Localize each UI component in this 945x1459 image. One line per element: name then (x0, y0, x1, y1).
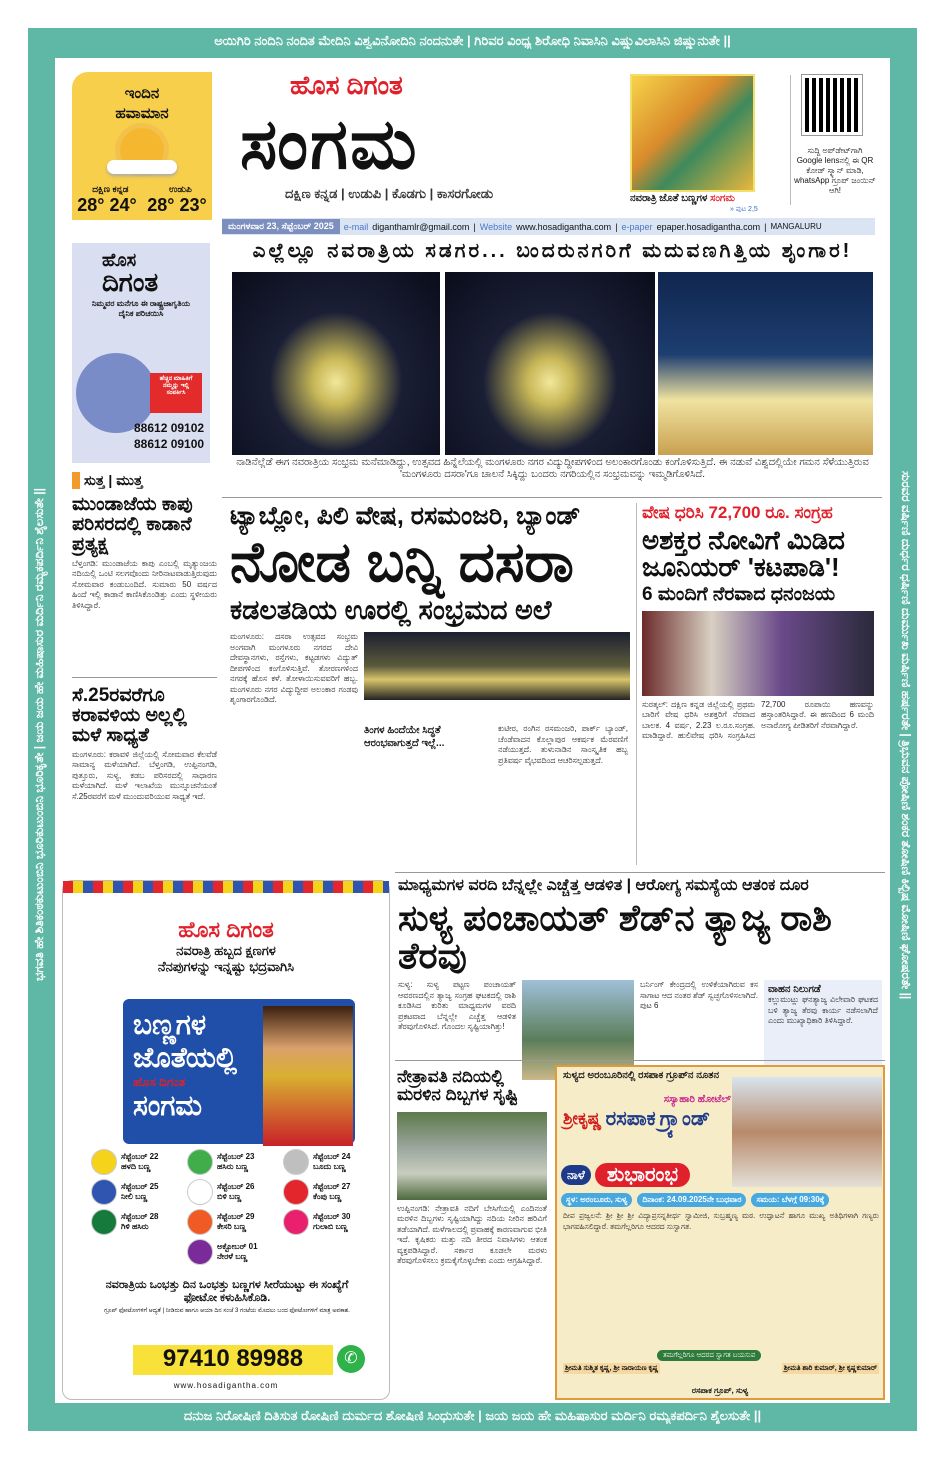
temp-dk: 28° 24° (77, 195, 137, 215)
website-url[interactable]: www.hosadigantha.com (173, 1381, 279, 1390)
sangama-box: ಬಣ್ಣಗಳ ಜೊತೆಯಲ್ಲಿ ಹೊಸ ದಿಗಂತ ಸಂಗಮ (123, 999, 355, 1144)
section-label: ಸುತ್ತ | ಮುತ್ತ (72, 472, 217, 489)
color-swatch (187, 1209, 213, 1235)
date: ದಿನಾಂಕ: 24.09.2025ನೇ ಬುಧವಾರ (637, 1193, 746, 1207)
date-bar: ಮಂಗಳವಾರ 23, ಸೆಪ್ಟೆಂಬರ್ 2025 e-mail diganthamlr@gmail.com | Website www.hosadigantha.com | e-paper epaper.hosadigantha.com | MANGALURU (222, 218, 875, 235)
color-day-item: ಸೆಪ್ಟೆಂಬರ್ 22 ಹಳದಿ ಬಣ್ಣ (91, 1149, 187, 1175)
photo-dasara-lights-1 (232, 272, 440, 455)
story-body: ಬೆಳ್ತಂಗಡಿ: ಮುಂಡಾಜೆಯ ಕಾಪು ಎಂಬಲ್ಲಿ ಮೃತ್ಯುಂಜಯ ನದಿಯಲ್ಲಿ ಒಂಟಿ ಸಲಗವೊಂದು ನೀರಿನಾಟವಾಡುತ್ತಿರುವುದು ಸೋಮವಾರ ಕಂಡುಬಂದಿದೆ. ಸುಮಾರು 50 ವರ್ಷದ ಹಿಂದೆ ಇಲ್ಲಿ ಕಾಡಾನೆ ಕಾಣಿಸಿಕೊಂಡಿತ್ತು ಎಂದು ಸ್ಥಳೀಯರು ತಿಳಿಸಿದ್ದಾರೆ. (72, 558, 217, 610)
supplement-page-ref: » ಪುಟ 2,5 (730, 206, 758, 213)
photo-dasara-lights-2 (445, 272, 655, 455)
cta: ನವರಾತ್ರಿಯ ಒಂಭತ್ತು ದಿನ ಒಂಭತ್ತು ಬಣ್ಣಗಳ ಸೀರೆಯುಟ್ಟು ಈ ಸಂಖ್ಯೆಗೆ ಫೋಟೋ ಕಳುಹಿಸಿಕೊಡಿ. (105, 1279, 349, 1304)
divider (790, 75, 791, 205)
bottom-verse-strip: ದನುಜ ನಿರೋಷಿಣಿ ದಿತಿಸುತ ರೋಷಿಣಿ ದುರ್ಮದ ಶೋಷಿಣಿ ಸಿಂಧುಸುತೇ | ಜಯ ಜಯ ಹೇ ಮಹಿಷಾಸುರ ಮರ್ದಿನಿ ರಮ್ಯಕಪರ್ದಿನಿ ಶೈಲಸುತೇ || (183, 1408, 762, 1423)
qr-text: ಸುದ್ದಿ ಅಪ್‌ಡೇಟ್‌ಗಾಗಿ Google lensನಲ್ಲಿ ಈ QR ಕೋಡ್ ಸ್ಕ್ಯಾನ್ ಮಾಡಿ, whatsApp ಗ್ರೂಪ್ ಜಂಯಿನ್ ಆಗಿ! (794, 146, 876, 195)
cta-block: ನವರಾತ್ರಿಯ ಒಂಭತ್ತು ದಿನ ಒಂಭತ್ತು ಬಣ್ಣಗಳ ಸೀರೆಯುಟ್ಟು ಈ ಸಂಖ್ಯೆಗೆ ಫೋಟೋ ಕಳುಹಿಸಿಕೊಡಿ. ಗ್ರೂಪ್ ಫೋಟೋಗಳಿಗೆ ಆದ್ಯತೆ | ನೀಡಿರುವ ಹಾಗೂ ಆಯಾ ದಿನ ಸಂಜೆ 3 ಗಂಟೆಯ ಮೊದಲು ಬಂದ ಫೋಟೋಗಳಿಗೆ ಮಾತ್ರ ಅವಕಾಶ. (98, 1279, 356, 1315)
region-name: ದಕ್ಷಿಣ ಕನ್ನಡ (92, 184, 129, 194)
color-swatch (187, 1239, 213, 1265)
opening-row: ನಾಳೆ ಶುಭಾರಂಭ (561, 1163, 690, 1187)
group-photo (642, 611, 874, 696)
photo-dasara-lights-3 (658, 272, 873, 455)
story-body: ಮಂಗಳೂರು: ದಸರಾ ಉತ್ಸವದ ಸಂಭ್ರಮ ಅಂಗವಾಗಿ ಮಂಗಳೂರು ನಗರದ ದೇವಿ ದೇವಸ್ಥಾನಗಳು, ರಸ್ತೆಗಳು, ಕಟ್ಟಡಗಳು ವಿದ್ಯುತ್ ದೀಪಗಳಿಂದ ಕಂಗೊಳಿಸುತ್ತಿವೆ. ತೋರಣಗಳಿಂದ ನಗರಕ್ಕೆ ಹೊಸ ಕಳೆ. ತೋಳಾಯಿಸುವವರಿಗೆ ಹಬ್ಬ. ಮಂಗಳೂರು ನಗರ ವಿದ್ಯುದ್ದೀಪ ಅಲಂಕಾರ ಗಂಡವು ಶೃಂಗಾರಗೊಂಡಿದೆ. (230, 632, 358, 705)
temp-udupi: 28° 23° (147, 195, 207, 215)
story-headline[interactable]: ನೇತ್ರಾವತಿ ನದಿಯಲ್ಲಿ ಮರಳಿನ ದಿಬ್ಬಗಳ ಸೃಷ್ಟಿ (397, 1067, 519, 1104)
story-headline[interactable]: ನೋಡ ಬನ್ನಿ ದಸರಾ (230, 530, 574, 594)
color-day-item: ಸೆಪ್ಟೆಂಬರ್ 28 ಗಿಳಿ ಹಸಿರು (91, 1209, 187, 1235)
navaratri-colors-ad[interactable]: ಹೊಸ ದಿಗಂತ ನವರಾತ್ರಿ ಹಬ್ಬದ ಕ್ಷಣಗಳ ನೆನಪುಗಳನ್ನು ಇನ್ನಷ್ಟು ಭದ್ರವಾಗಿಸಿ ಬಣ್ಣಗಳ ಜೊತೆಯಲ್ಲಿ ಹೊಸ ದಿಗಂತ ಸಂಗಮ ಸೆಪ್ಟೆಂಬರ್ 22 ಹಳದಿ ಬಣ್ಣ ಸೆಪ್ಟೆಂಬರ್ 23 ಹಸಿರು ಬಣ್ಣ ಸೆಪ್ಟೆಂಬರ್ 24 ಬೂದು ಬಣ್ಣ ಸೆಪ್ಟೆಂಬರ್ 25 ನೀಲಿ ಬಣ್ಣ ಸೆಪ್ಟೆಂಬರ್ 26 ಬಿಳಿ ಬಣ್ಣ ಸೆಪ್ಟೆಂಬರ್ 27 ಕೆಂಪು ಬಣ್ಣ ಸೆಪ್ಟೆಂಬರ್ 28 ಗಿಳಿ ಹಸಿರು ಸೆಪ್ಟೆಂಬರ್ 29 ಕೇಸರಿ ಬಣ್ಣ ಸೆಪ್ಟೆಂಬರ್ 30 ಗುಲಾಬಿ ಬಣ್ಣ ಅಕ್ಟೋಬರ್ 01 ನೇರಳೆ ಬಣ್ಣ ನವರಾತ್ರಿಯ ಒಂಭತ್ತು ದಿನ ಒಂಭತ್ತು ಬಣ್ಣಗಳ ಸೀರೆಯುಟ್ಟು ಈ ಸಂಖ್ಯೆಗೆ ಫೋಟೋ ಕಳುಹಿಸಿಕೊಡಿ. ಗ್ರೂಪ್ ಫೋಟೋಗಳಿಗೆ ಆದ್ಯತೆ | ನೀಡಿರುವ ಹಾಗೂ ಆಯಾ ದಿನ ಸಂಜೆ 3 ಗಂಟೆಯ ಮೊದಲು ಬಂದ ಫೋಟೋಗಳಿಗೆ ಮಾತ್ರ ಅವಕಾಶ. 97410 89988 ✆ www.hosadigantha.com (62, 880, 390, 1400)
color-day-item: ಸೆಪ್ಟೆಂಬರ್ 25 ನೀಲಿ ಬಣ್ಣ (91, 1179, 187, 1205)
pull-quote: ತಿಂಗಳ ಹಿಂದೆಯೇ ಸಿದ್ಧತೆ ಆರಂಭವಾಗುತ್ತದೆ ಇಲ್ಲೆ... (364, 725, 445, 750)
venue: ಸ್ಥಳ: ಅರಂಬೂರು, ಸುಳ್ಯ (561, 1193, 632, 1207)
color-day-item: ಸೆಪ್ಟೆಂಬರ್ 27 ಕೆಂಪು ಬಣ್ಣ (283, 1179, 379, 1205)
qr-code[interactable] (802, 75, 862, 135)
website-link[interactable]: www.hosadigantha.com (516, 221, 612, 232)
story-kicker: ಮಾಧ್ಯಮಗಳ ವರದಿ ಬೆನ್ನಲ್ಲೇ ಎಚ್ಚೆತ್ತ ಆಡಳಿತ | ಆರೋಗ್ಯ ಸಮಸ್ಯೆಯ ಆತಂಕ ದೂರ (398, 877, 809, 894)
edition-city: MANGALURU (770, 222, 822, 231)
color-swatch (283, 1149, 309, 1175)
color-swatch (283, 1179, 309, 1205)
photo-caption: ನಾಡಿನೆಲ್ಲೆಡೆ ಈಗ ನವರಾತ್ರಿಯ ಸಂಭ್ರಮ ಮನೆಮಾಡಿದ್ದು, ಉತ್ಸವದ ಹಿನ್ನೆಲೆಯಲ್ಲಿ ಮಂಗಳೂರು ನಗರ ವಿದ್ಯುದ್ದೀಪಗಳಿಂದ ಅಲಂಕಾರಗೊಂಡು ಕಂಗೊಳಿಸುತ್ತಿದೆ. ಈ ನಡುವೆ ವಿಶ್ವದಲ್ಲಿಯೇ ಗಮನ ಸೆಳೆಯುತ್ತಿರುವ 'ಮಂಗಳೂರು ದಸರಾ'ಗೂ ಚಾಲನೆ ಸಿಕ್ಕಿದ್ದು ಬಂದರು ನಗರಿಯಲ್ಲಿನ ಸಂಭ್ರಮವನ್ನು ಇಮ್ಮಡಿಗೊಳಿಸಿದೆ. (236, 457, 869, 480)
story-body: ಮಂಗಳೂರು: ಕರಾವಳಿ ಜಿಲ್ಲೆಯಲ್ಲಿ ಸೋಮವಾರ ಕೆಲವೆಡೆ ಸಾಮಾನ್ಯ ಮಳೆಯಾಗಿದೆ. ಬೆಳ್ತಂಗಡಿ, ಉಪ್ಪಿನಂಗಡಿ, ಪುತ್ತೂರು, ಸುಳ್ಯ, ಕಡಬ ಪರಿಸರದಲ್ಲಿ ಸಾಧಾರಣ ಮಳೆಯಾಗಿದೆ. ಮಳೆ ಇಲಾಖೆಯ ಮುನ್ಸೂಚನೆಯಂತೆ ಸೆ.25ರವರೆಗೆ ಮಳೆ ಮುಂದುವರಿಯುವ ಸಾಧ್ಯತೆ ಇದೆ. (72, 749, 217, 801)
time: ಸಮಯ: ಬೆಳಗ್ಗೆ 09:30ಕ್ಕೆ (751, 1193, 829, 1207)
supplement-caption-block (630, 193, 790, 214)
color-swatch (187, 1179, 213, 1205)
color-swatch (91, 1209, 117, 1235)
supplement-caption: ನವರಾತ್ರಿ ಜೊತೆ ಬಣ್ಣಗಳ ಸಂಗಮ (630, 193, 735, 204)
whatsapp-number[interactable]: 97410 89988 (133, 1345, 333, 1375)
email[interactable]: diganthamlr@gmail.com (372, 221, 470, 232)
bunting-decoration (63, 881, 389, 921)
katapadi-story (642, 503, 874, 845)
story-subhead: 6 ಮಂದಿಗೆ ನೆರವಾದ ಧನಂಜಯ (642, 583, 836, 605)
story-body: ಬರ್ನಿಂಗ್ ಕೇಂದ್ರದಲ್ಲಿ ಉಳಿಕೆಯಾಗಿರುವ ಕಸ ಸಾಗಾಟ ಆದ ನಂತರ ಶೆಡ್ ಸ್ವಚ್ಛಗೊಳಿಸಲಾಗಿದೆ. ಪುಟ 6 (640, 980, 758, 1011)
color-swatch (91, 1179, 117, 1205)
story-kicker: ವೇಷ ಧರಿಸಿ 72,700 ರೂ. ಸಂಗ್ರಹ (642, 503, 833, 522)
weather-title: ಇಂದಿನ ಹವಾಮಾನ (115, 85, 169, 122)
hotel-details: ಸ್ಥಳ: ಅರಂಬೂರು, ಸುಳ್ಯ ದಿನಾಂಕ: 24.09.2025ನೇ ಬುಧವಾರ ಸಮಯ: ಬೆಳಗ್ಗೆ 09:30ಕ್ಕೆ ದೀಪ ಪ್ರಜ್ವಲನೆ: ಶ್ರೀ ಶ್ರೀ ಶ್ರೀ ವಿದ್ಯಾಪ್ರಸನ್ನತೀರ್ಥ ಸ್ವಾಮೀಜಿ, ಸುಬ್ರಹ್ಮಣ್ಯ ಮಠ. ಉದ್ಘಾಟನೆ ಹಾಗೂ ಮುಖ್ಯ ಅತಿಥಿಗಳಾಗಿ ಗಣ್ಯರು ಭಾಗವಹಿಸಲಿದ್ದಾರೆ. ತಮಗೆಲ್ಲರಿಗೂ ಆದರದ ಸುಸ್ವಾಗತ. (563, 1195, 879, 1231)
story-body: ಸುರತ್ಕಲ್: ದಕ್ಷಿಣ ಕನ್ನಡ ಜಿಲ್ಲೆಯಲ್ಲಿ ಪ್ರಥಮ ಬಾರಿಗೆ ವೇಷ ಧರಿಸಿ ಅಶಕ್ತರಿಗೆ ನೆರವಾದ ಬಾಲಕ. 4 ವರ್ಷ, 2.23 ಲ.ರೂ.ಸಂಗ್ರಹ. ಮಾಡಿದ್ದಾರೆ. ಹುಲಿವೇಷ ಧರಿಸಿ ಸಂಗ್ರಹಿಸಿದ 72,700 ರೂಪಾಯಿ ಹಣವನ್ನು ಹಸ್ತಾಂತರಿಸಿದ್ದಾರೆ. ಈ ಹಣದಿಂದ 6 ಮಂದಿ ಅನಾರೋಗ್ಯ ಪೀಡಿತರಿಗೆ ನೆರವಾಗಿದ್ದಾರೆ. (642, 699, 874, 741)
story-headline[interactable]: ಅಶಕ್ತರ ನೋವಿಗೆ ಮಿಡಿದ ಜೂನಿಯರ್ 'ಕಟಪಾಡಿ'! (642, 525, 845, 583)
whatsapp-icon: ✆ (337, 1345, 365, 1373)
masthead-subtitle: ದಕ್ಷಿಣ ಕನ್ನಡ | ಉಡುಪಿ | ಕೊಡಗು | ಕಾಸರಗೋಡು (285, 186, 494, 201)
phone[interactable]: 88612 09102 (134, 421, 205, 435)
color-day-item: ಸೆಪ್ಟೆಂಬರ್ 24 ಬೂದು ಬಣ್ಣ (283, 1149, 379, 1175)
phone[interactable]: 88612 09100 (134, 437, 205, 451)
left-verse-strip: ಭಗವತಿ ಹೇ ಶಿತಿಕಂಠಕುಟುಂಬಿನಿ ಭೂರಿಕುಟುಂಬಿನಿ ಭೂರಿಕೃತೇ | ಜಯ ಜಯ ಹೇ ಮಹಿಷಾಸುರ ಮರ್ದಿನಿ ರಮ್ಯಕಪರ್ದಿನಿ ಶೈಲಸುತೇ || (32, 488, 46, 982)
netravati-story (397, 1068, 547, 1414)
weather-box (72, 72, 212, 220)
model-photo (263, 1006, 353, 1146)
issue-date: ಮಂಗಳವಾರ 23, ಸೆಪ್ಟೆಂಬರ್ 2025 (222, 219, 340, 234)
color-swatch (187, 1149, 213, 1175)
story-body: ಕುಟೀರ, ರಂಗಿನ ರಸಮಂಜರಿ, ಪಾರ್ಕ್ ಬ್ಯಾಂಡ್, ಚೆಂಡೆವಾದನ ಕೊಲ್ಲಾಪುರ ಆಕರ್ಷಕ ಮೆರವಣಿಗೆ ನಡೆಯುತ್ತದೆ. ತುಳುನಾಡಿನ ಸಾಂಸ್ಕೃತಿಕ ಹಬ್ಬ ಪ್ರತಿವರ್ಷ ವೈಭವದಿಂದ ಆಚರಿಸಲ್ಪಡುತ್ತದೆ. (498, 724, 628, 765)
masthead-title: ಸಂಗಮ (240, 105, 419, 183)
hotel-title-block: ಸಸ್ಯಾಹಾರಿ ಹೋಟೆಲ್ ಶ್ರೀಕೃಷ್ಣ ರಸಪಾಕ ಗ್ರ್ಯಾಂಡ್ (563, 1094, 731, 1130)
color-swatch (283, 1209, 309, 1235)
photo-banner-headline: ಎಲ್ಲೆಲ್ಲೂ ನವರಾತ್ರಿಯ ಸಡಗರ... ಬಂದರುನಗರಿಗೆ ಮದುವಣಗಿತ್ತಿಯ ಶೃಂಗಾರ! (252, 240, 853, 262)
story-subhead: ಕಡಲತಡಿಯ ಊರಲ್ಲಿ ಸಂಭ್ರಮದ ಅಲೆ (230, 595, 552, 626)
sidebar-box: ವಾಹನ ನಿಲುಗಡೆ ಕಲ್ಲುಮುಟ್ಲು ಘನತ್ಯಾಜ್ಯ ವಿಲೇವಾರಿ ಘಟಕದ ಬಳಿ ತ್ಯಾಜ್ಯ ತೆರವು ಕಾರ್ಯ ನಡೆಸಲಾಗಿದೆ ಎಂದು ಮುಖ್ಯಾಧಿಕಾರಿ ತಿಳಿಸಿದ್ದಾರೆ. (764, 980, 882, 1085)
divider (222, 497, 882, 498)
color-day-item: ಸೆಪ್ಟೆಂಬರ್ 30 ಗುಲಾಬಿ ಬಣ್ಣ (283, 1209, 379, 1235)
masthead-logo: ಹೊಸ ದಿಗಂತ (290, 70, 403, 100)
sullia-story (398, 878, 883, 1085)
subscribe-ad[interactable]: ಹೊಸ ದಿಗಂತ ನಿಮ್ಮವರ ಮನೆಗೂ ಈ ರಾಷ್ಟ್ರಜಾಗೃತಿಯ ದೈನಿಕ ಪರಿಚಯಿಸಿ ಹೆಚ್ಚಿನ ಮಾಹಿತಿಗೆ ನಮ್ಮನ್ನು ಇಲ್ಲಿ ಸಂಪರ್ಕಿಸಿ 88612 09102 88612 09100 (72, 243, 210, 463)
story-body: ಸುಳ್ಯ: ಸುಳ್ಯ ಪಟ್ಟಣ ಪಂಚಾಯತ್ ಆವರಣದಲ್ಲಿನ ತ್ಯಾಜ್ಯ ಸಂಗ್ರಹ ಘಟಕದಲ್ಲಿ ರಾಶಿ ಕೂಡಿಸಿದ ಕುರಿತು ಮಾಧ್ಯಮಗಳ ವರದಿ ಪ್ರಕಟವಾದ ಬೆನ್ನಲ್ಲೇ ಎಚ್ಚೆತ್ತ ಆಡಳಿತ ತೆರವುಗೊಳಿಸಿದೆ. ಗೊಂದಲ ಸೃಷ್ಟಿಯಾಗಿತ್ತು! (398, 980, 516, 1032)
color-day-item: ಸೆಪ್ಟೆಂಬರ್ 26 ಬಿಳಿ ಬಣ್ಣ (187, 1179, 283, 1205)
color-day-item: ಸೆಪ್ಟೆಂಬರ್ 29 ಕೇಸರಿ ಬಣ್ಣ (187, 1209, 283, 1235)
story-body: ಉಪ್ಪಿನಂಗಡಿ: ನೇತ್ರಾವತಿ ನದಿಗೆ ಬೇಸಿಗೆಯಲ್ಲಿ ಎಂದಿನಂತೆ ಮರಳಿನ ದಿಬ್ಬಗಳು ಸೃಷ್ಟಿಯಾಗಿದ್ದು ನದಿಯ ನೀರಿನ ಹರಿವಿಗೆ ತಡೆಯಾಗಿದೆ. ಮಳೆಗಾಲದಲ್ಲಿ ಪ್ರವಾಹಕ್ಕೆ ಕಾರಣವಾಗುವ ಭೀತಿ ಇದೆ. ಕೃಷಿಕರು ಮತ್ತು ನದಿ ತೀರದ ನಿವಾಸಿಗಳು ಆತಂಕ ವ್ಯಕ್ತಪಡಿಸಿದ್ದಾರೆ. ಸರ್ಕಾರ ಕೂಡಲೇ ಮರಳು ತೆರವುಗೊಳಿಸಲು ಕ್ರಮಕೈಗೊಳ್ಳಬೇಕು ಎಂದು ಆಗ್ರಹಿಸಿದ್ದಾರೆ. (397, 1203, 547, 1266)
supplement-thumbnail[interactable] (630, 74, 755, 192)
top-verse-strip: ಅಯಿಗಿರಿ ನಂದಿನಿ ನಂದಿತ ಮೇದಿನಿ ವಿಶ್ವವಿನೋದಿನಿ ನಂದನುತೇ | ಗಿರಿವರ ವಿಂಧ್ಯ ಶಿರೋಧಿ ನಿವಾಸಿನಿ ವಿಷ್ಣುವಿಲಾಸಿನಿ ಜಿಷ್ಣುನುತೇ || (214, 33, 731, 48)
dasara-photo (364, 632, 630, 700)
story-headline[interactable]: ಮುಂಡಾಜೆಯ ಕಾಪು ಪರಿಸರದಲ್ಲಿ ಕಾಡಾನೆ ಪ್ರತ್ಯಕ್ಷ (72, 494, 193, 555)
story-headline[interactable]: ಸೆ.25ರವರೆಗೂ ಕರಾವಳಿಯ ಅಲ್ಲಲ್ಲಿ ಮಳೆ ಸಾಧ್ಯತೆ (72, 684, 187, 746)
cloud-icon (107, 160, 177, 174)
story-headline[interactable]: ಸುಳ್ಯ ಪಂಚಾಯತ್ ಶೆಡ್‌ನ ತ್ಯಾಜ್ಯ ರಾಶಿ ತೆರವು (398, 896, 832, 976)
hotel-opening-ad[interactable]: ಸುಳ್ಯದ ಅರಂಬೂರಿನಲ್ಲಿ ರಸಪಾಕ ಗ್ರೂಪ್‌ನ ನೂತನ ಸಸ್ಯಾಹಾರಿ ಹೋಟೆಲ್ ಶ್ರೀಕೃಷ್ಣ ರಸಪಾಕ ಗ್ರ್ಯಾಂಡ್ ನಾಳೆ ಶುಭಾರಂಭ ಸ್ಥಳ: ಅರಂಬೂರು, ಸುಳ್ಯ ದಿನಾಂಕ: 24.09.2025ನೇ ಬುಧವಾರ ಸಮಯ: ಬೆಳಗ್ಗೆ 09:30ಕ್ಕೆ ದೀಪ ಪ್ರಜ್ವಲನೆ: ಶ್ರೀ ಶ್ರೀ ಶ್ರೀ ವಿದ್ಯಾಪ್ರಸನ್ನತೀರ್ಥ ಸ್ವಾಮೀಜಿ, ಸುಬ್ರಹ್ಮಣ್ಯ ಮಠ. ಉದ್ಘಾಟನೆ ಹಾಗೂ ಮುಖ್ಯ ಅತಿಥಿಗಳಾಗಿ ಗಣ್ಯರು ಭಾಗವಹಿಸಲಿದ್ದಾರೆ. ತಮಗೆಲ್ಲರಿಗೂ ಆದರದ ಸುಸ್ವಾಗತ. ತಮಗೆಲ್ಲರಿಗೂ ಆದರದ ಸ್ವಾಗತ ಬಯಸುವ ಶ್ರೀಮತಿ ಸುಶ್ಮಿತ ಕೃಷ್ಣ, ಶ್ರೀ ನಾರಾಯಣ ಕೃಷ್ಣ ಶ್ರೀಮತಿ ಶಾರಿ ಕುಮಾರ್, ಶ್ರೀ ಕೃಷ್ಣಕುಮಾರ್ ರಸಪಾಕ ಗ್ರೂಪ್, ಸುಳ್ಯ (555, 1065, 885, 1400)
dasara-story (230, 503, 630, 842)
story-kicker: ಟ್ಯಾಬ್ಲೋ, ಪಿಲಿ ವೇಷ, ರಸಮಂಜರಿ, ಬ್ಯಾಂಡ್ (230, 502, 581, 530)
color-day-item: ಅಕ್ಟೋಬರ್ 01 ನೇರಳೆ ಬಣ್ಣ (187, 1239, 283, 1265)
right-verse-strip: ಸುರವರ ವರ್ಷಿಣಿ ದುರ್ಧರ ಧರ್ಷಿಣಿ ದುರ್ಮುಖ ಮರ್ಷಿಣಿ ಹರ್ಷರತೇ | ತ್ರಿಭುವನ ಪೋಷಿಣಿ ಶಂಕರ ತೋಷಿಣಿ ಕಿಲ್ಬಿಷ ಮೋಷಿಣಿ ಘೋಷರತೇ || (899, 470, 913, 1000)
region-name: ಉಡುಪಿ (169, 184, 192, 194)
left-column (72, 472, 217, 860)
river-photo (397, 1112, 547, 1200)
hotel-photo (732, 1077, 882, 1187)
color-swatch (91, 1149, 117, 1175)
epaper-link[interactable]: epaper.hosadigantha.com (656, 221, 761, 232)
color-day-item: ಸೆಪ್ಟೆಂಬರ್ 23 ಹಸಿರು ಬಣ್ಣ (187, 1149, 283, 1175)
